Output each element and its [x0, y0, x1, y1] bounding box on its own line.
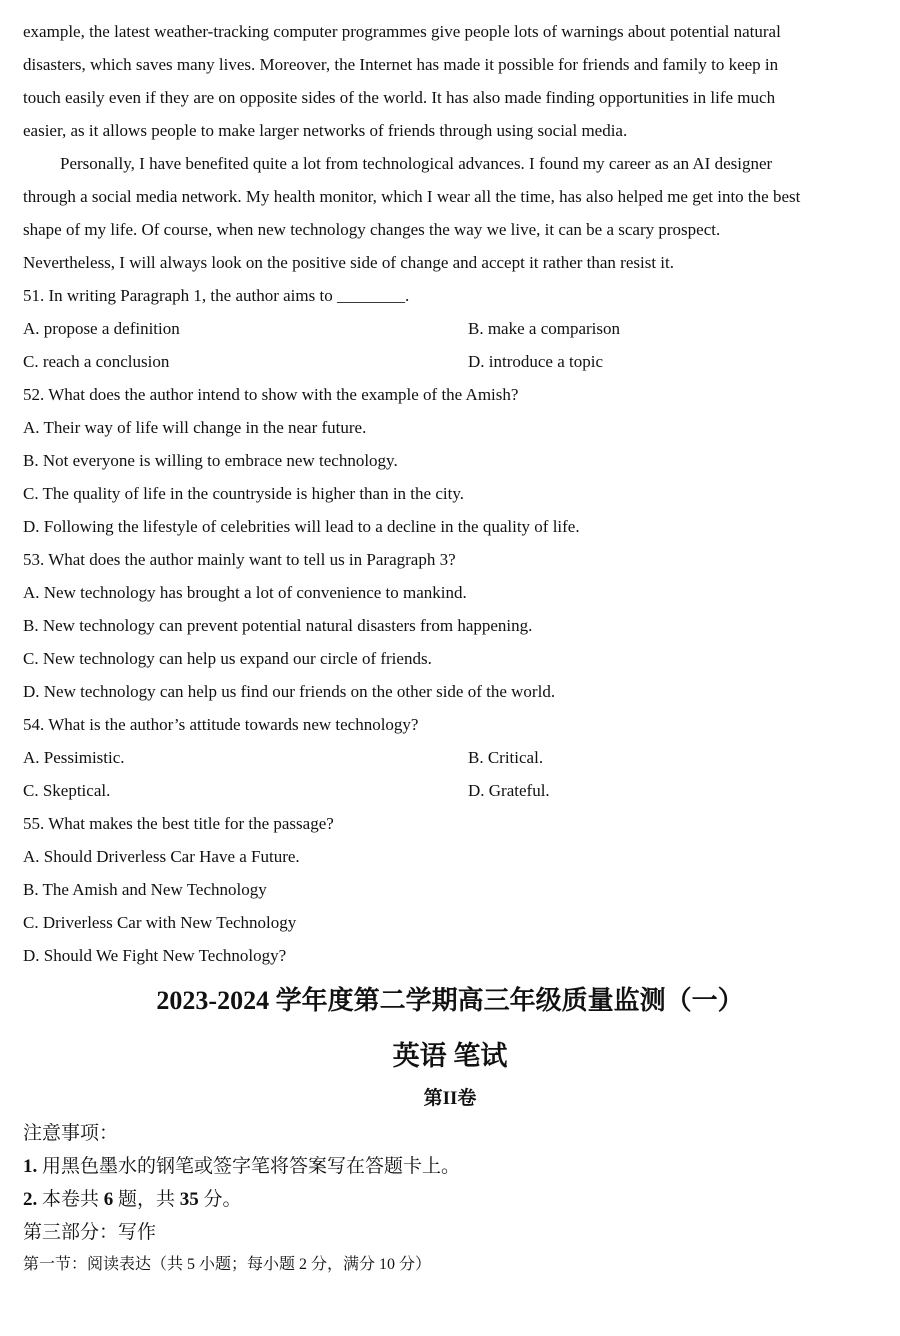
passage-line: Personally, I have benefited quite a lot from technological advances. I found my career as an AI designer	[60, 154, 773, 173]
passage-line: Nevertheless, I will always look on the positive side of change and accept it rather than resist it.	[23, 253, 674, 272]
part-heading: 第三部分：写作	[23, 1222, 157, 1243]
question-54-option-c: C. Skeptical.	[23, 781, 111, 800]
question-51-option-a: A. propose a definition	[23, 319, 180, 338]
passage-line: touch easily even if they are on opposite sides of the world. It has also made finding opportunities in life much	[23, 88, 776, 107]
notes-item-text: 用黑色墨水的钢笔或签字笔将答案写在答题卡上。	[42, 1156, 461, 1177]
question-count: 6	[103, 1189, 114, 1210]
notes-item-text: 分。	[198, 1189, 242, 1210]
question-55-option-b: B. The Amish and New Technology	[23, 880, 267, 899]
question-53-option-b: B. New technology can prevent potential natural disasters from happening.	[23, 616, 533, 635]
notes-item-text: 本卷共	[42, 1189, 104, 1210]
passage-line: easier, as it allows people to make larger networks of friends through using social media.	[23, 121, 628, 140]
question-55-option-a: A. Should Driverless Car Have a Future.	[23, 847, 300, 866]
question-52-option-b: B. Not everyone is willing to embrace new technology.	[23, 451, 398, 470]
subject-title: 英语 笔试	[392, 1041, 508, 1071]
question-52-option-c: C. The quality of life in the countryside is higher than in the city.	[23, 484, 464, 503]
passage-line: shape of my life. Of course, when new technology changes the way we live, it can be a scary prospect.	[23, 220, 721, 239]
passage-paragraph-2	[23, 15, 883, 147]
question-53-option-a: A. New technology has brought a lot of convenience to mankind.	[23, 583, 467, 602]
question-54-stem: 54. What is the author’s attitude towards new technology?	[23, 715, 419, 734]
question-53-option-c: C. New technology can help us expand our circle of friends.	[23, 649, 432, 668]
exam-title: 2023-2024 学年度第二学期高三年级质量监测（一）	[156, 986, 744, 1015]
notes-heading: 注意事项：	[23, 1123, 119, 1144]
passage-paragraph-3	[23, 147, 883, 279]
question-52-option-d: D. Following the lifestyle of celebrities will lead to a decline in the quality of life.	[23, 517, 580, 536]
notes-item-number: 1.	[23, 1156, 38, 1177]
question-55-stem: 55. What makes the best title for the passage?	[23, 814, 334, 833]
question-51-option-b: B. make a comparison	[468, 319, 621, 338]
question-55-option-d: D. Should We Fight New Technology?	[23, 946, 287, 965]
subsection-heading: 第一节：阅读表达（共 5 小题；每小题 2 分，满分 10 分）	[23, 1256, 432, 1273]
volume-title: 第II卷	[423, 1088, 477, 1109]
notes-item-2	[23, 1183, 242, 1216]
question-53-option-d: D. New technology can help us find our friends on the other side of the world.	[23, 682, 556, 701]
notes-item-text: 题，共	[113, 1189, 180, 1210]
question-55-option-c: C. Driverless Car with New Technology	[23, 913, 297, 932]
question-52-stem: 52. What does the author intend to show with the example of the Amish?	[23, 385, 519, 404]
question-51-stem: 51. In writing Paragraph 1, the author aims to ________.	[23, 286, 410, 305]
total-score: 35	[179, 1189, 199, 1210]
passage-line: disasters, which saves many lives. Moreover, the Internet has made it possible for friends and family to keep in	[23, 55, 779, 74]
question-53-stem: 53. What does the author mainly want to tell us in Paragraph 3?	[23, 550, 456, 569]
notes-item-1	[23, 1150, 460, 1183]
question-51-option-c: C. reach a conclusion	[23, 352, 170, 371]
passage-line: example, the latest weather-tracking computer programmes give people lots of warnings about potential natural	[23, 22, 781, 41]
passage-line: through a social media network. My health monitor, which I wear all the time, has also helped me get into the best	[23, 187, 801, 206]
question-54-option-d: D. Grateful.	[468, 781, 550, 800]
question-51-option-d: D. introduce a topic	[468, 352, 604, 371]
question-54-option-b: B. Critical.	[468, 748, 544, 767]
question-52-option-a: A. Their way of life will change in the near future.	[23, 418, 367, 437]
notes-item-number: 2.	[23, 1189, 38, 1210]
question-54-option-a: A. Pessimistic.	[23, 748, 125, 767]
